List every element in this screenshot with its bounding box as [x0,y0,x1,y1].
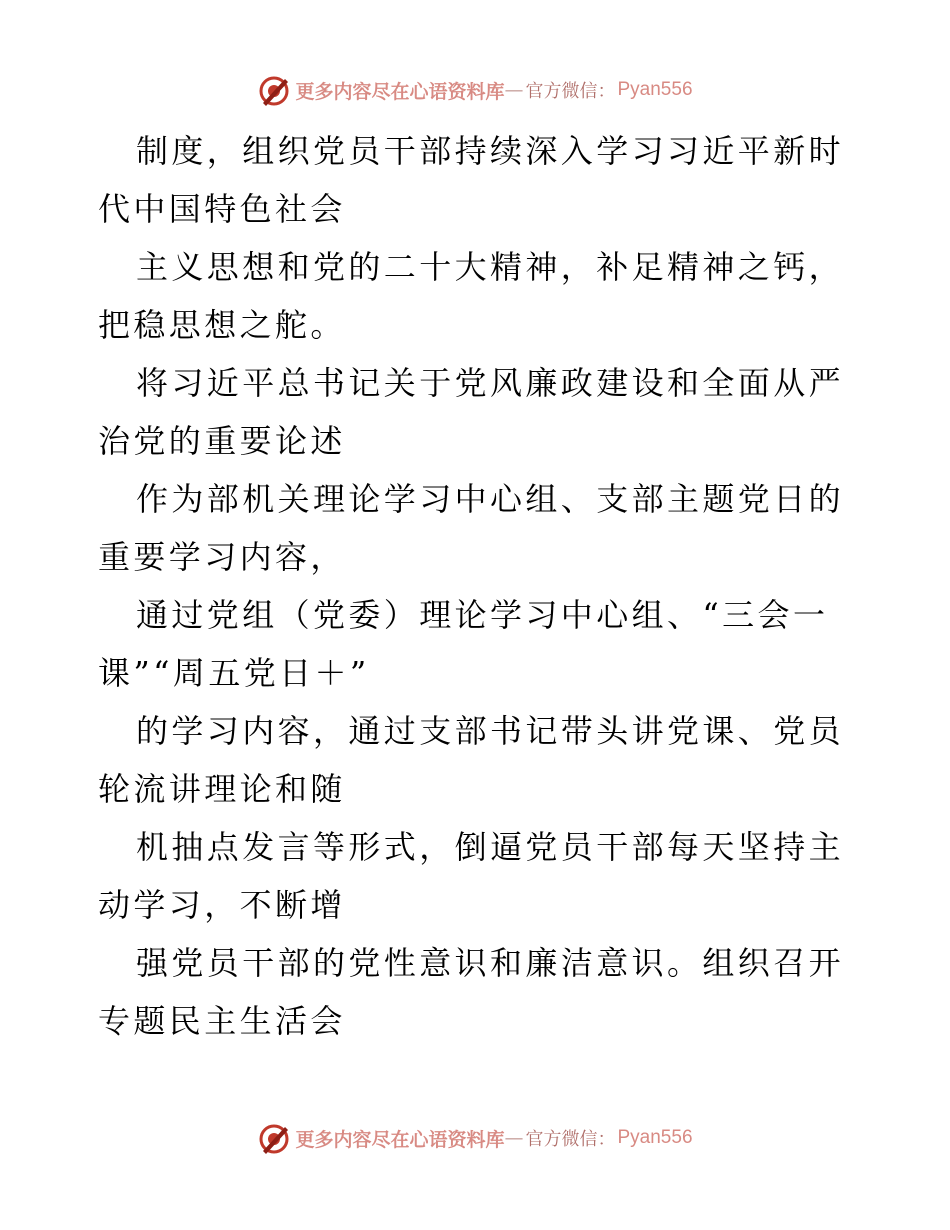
paragraph-8: 强党员干部的党性意识和廉洁意识。组织召开专题民主生活会 [98,944,845,1040]
paragraph-4: 作为部机关理论学习中心组、支部主题党日的重要学习内容， [98,480,845,576]
header-site-text: 更多内容尽在心语资料库 [295,80,505,103]
paragraph-6: 的学习内容，通过支部书记带头讲党课、党员轮流讲理论和随 [98,712,845,808]
paragraph-3: 将习近平总书记关于党风廉政建设和全面从严治党的重要论述 [98,364,845,460]
paragraph-7: 机抽点发言等形式，倒逼党员干部每天坚持主动学习，不断增 [98,828,845,924]
paragraph-1: 制度，组织党员干部持续深入学习习近平新时代中国特色社会 [98,132,845,228]
footer-site-text: 更多内容尽在心语资料库 [295,1128,505,1151]
header-wechat-id: Pyan556 [617,79,693,100]
page-footer [0,1118,950,1158]
paragraph-2: 主义思想和党的二十大精神，补足精神之钙，把稳思想之舵。 [98,248,845,344]
header-dash: — [504,79,524,101]
header-wechat-label: 官方微信： [525,81,616,102]
pen-logo-icon [257,73,291,107]
header-banner [257,73,692,107]
footer-dash: — [504,1127,524,1149]
paragraph-5: 通过党组（党委）理论学习中心组、“三会一课”“周五党日＋” [98,596,829,692]
footer-banner [257,1121,692,1155]
document-body [98,122,852,1050]
footer-wechat-id: Pyan556 [617,1127,693,1148]
pen-logo-icon [257,1121,291,1155]
footer-wechat-label: 官方微信： [525,1129,616,1150]
page-header [0,70,950,110]
